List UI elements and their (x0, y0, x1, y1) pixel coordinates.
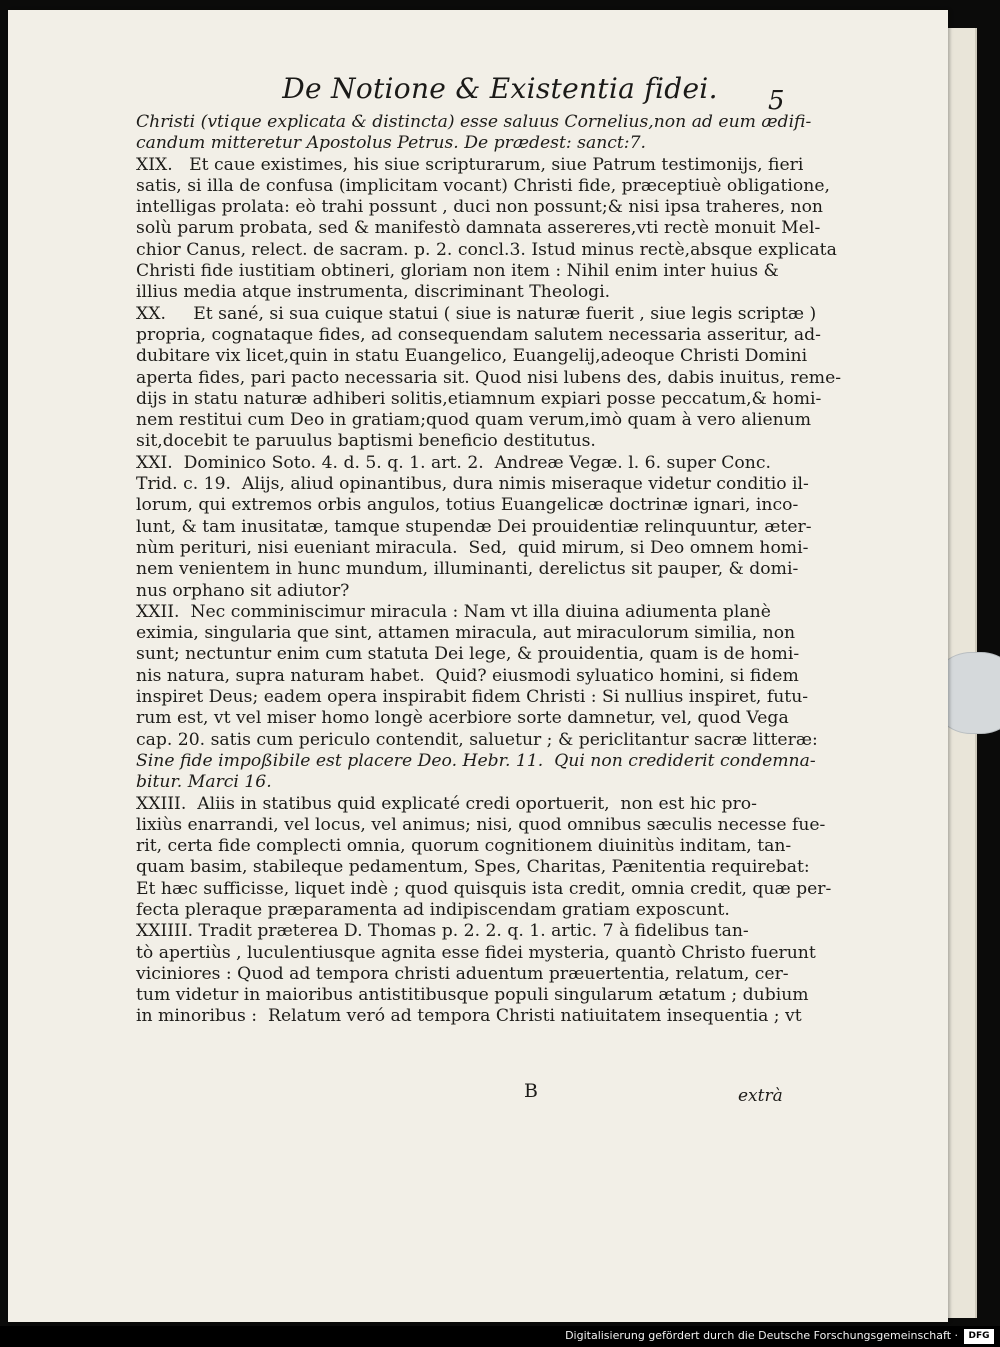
text-line: satis, si illa de confusa (implicitam vocant) Christi fide, præceptiuè obligatione, (136, 175, 830, 196)
text-line: XXIII. Aliis in statibus quid explicaté credi oportuerit, non est hic pro- (136, 793, 757, 814)
text-line: Sine fide impoßibile est placere Deo. Hebr. 11. Qui non crediderit condemna- (136, 750, 816, 771)
text-line: eximia, singularia que sint, attamen miracula, aut miraculorum similia, non (136, 623, 796, 644)
text-line: lixiùs enarrandi, vel locus, vel animus; nisi, quod omnibus sæculis necesse fue- (136, 814, 826, 835)
text-line: in minoribus : Relatum veró ad tempora Christi natiuitatem insequentia ; vt (136, 1006, 802, 1027)
text-line: rit, certa fide complecti omnia, quorum cognitionem diuinitùs inditam, tan- (136, 836, 792, 857)
page-number: 5 (768, 86, 785, 116)
text-line: nem venientem in hunc mundum, illuminanti, derelictus sit pauper, & domi- (136, 559, 799, 580)
text-line: sunt; nectuntur enim cum statuta Dei lege, & prouidentia, quam is de homi- (136, 644, 800, 665)
catchword: extrà (738, 1086, 783, 1106)
text-line: XXII. Nec comminiscimur miracula : Nam vt illa diuina adiumenta planè (136, 601, 771, 622)
text-line: Christi (vtique explicata & distincta) esse saluus Cornelius,non ad eum ædifi- (136, 112, 812, 132)
text-line: XXIIII. Tradit præterea D. Thomas p. 2. 2. q. 1. artic. 7 à fidelibus tan- (136, 921, 749, 942)
text-line: tò apertiùs , luculentiusque agnita esse fidei mysteria, quantò Christo fuerunt (136, 942, 816, 963)
text-line: XX. Et sané, si sua cuique statui ( siue is naturæ fuerit , siue legis scriptæ ) (136, 303, 817, 324)
text-line: nùm perituri, nisi eueniant miracula. Sed, quid mirum, si Deo omnem homi- (136, 537, 809, 558)
dfg-logo[interactable]: DFG (964, 1329, 994, 1344)
text-line: lunt, & tam inusitatæ, tamque stupendæ Dei prouidentiæ relinquuntur, æter- (136, 516, 812, 537)
text-line: Et hæc sufficisse, liquet indè ; quod quisquis ista credit, omnia credit, quæ per- (136, 878, 832, 899)
text-line: XXI. Dominico Soto. 4. d. 5. q. 1. art. 2. Andreæ Vegæ. l. 6. super Conc. (136, 452, 771, 473)
text-line: XIX. Et caue existimes, his siue scripturarum, siue Patrum testimonijs, fieri (136, 154, 804, 175)
body-text (136, 112, 842, 1028)
text-line: chior Canus, relect. de sacram. p. 2. concl.3. Istud minus rectè,absque explicata (136, 239, 837, 260)
signature-mark: B (524, 1080, 538, 1102)
text-line: nis natura, supra naturam habet. Quid? eiusmodi syluatico homini, si fidem (136, 665, 799, 686)
text-line: nem restitui cum Deo in gratiam;quod quam verum,imò quam à vero alienum (136, 410, 812, 431)
text-line: cap. 20. satis cum periculo contendit, saluetur ; & periclitantur sacræ litteræ: (136, 729, 818, 750)
text-line: dubitare vix licet,quin in statu Euangelico, Euangelij,adeoque Christi Domini (136, 346, 808, 367)
text-line: illius media atque instrumenta, discriminant Theologi. (136, 282, 611, 303)
footer-credit: Digitalisierung gefördert durch die Deutsche Forschungsgemeinschaft · (565, 1329, 958, 1342)
digitization-footer (0, 1326, 1000, 1347)
text-line: nus orphano sit adiutor? (136, 580, 350, 601)
text-line: fecta pleraque præparamenta ad indipiscendam gratiam exposcunt. (136, 899, 730, 920)
text-line: propria, cognataque fides, ad consequendam salutem necessaria asseritur, ad- (136, 324, 821, 345)
text-line: viciniores : Quod ad tempora christi aduentum præuertentia, relatum, cer- (136, 963, 789, 984)
text-line: Christi fide iustitiam obtineri, gloriam non item : Nihil enim inter huius & (136, 261, 779, 282)
text-line: solù parum probata, sed & manifestò damnata assereres,vti rectè monuit Mel- (136, 218, 821, 239)
text-line: tum videtur in maioribus antistitibusque populi singularum ætatum ; dubium (136, 985, 809, 1006)
text-line: candum mitteretur Apostolus Petrus. De prædest: sanct:7. (136, 133, 646, 154)
text-line: inspiret Deus; eadem opera inspirabit fidem Christi : Si nullius inspiret, futu- (136, 687, 809, 708)
text-line: intelligas prolata: eò trahi possunt , duci non possunt;& nisi ipsa traheres, non (136, 197, 824, 218)
running-header: De Notione & Existentia fidei. (282, 72, 718, 105)
text-line: bitur. Marci 16. (136, 772, 272, 793)
text-line: aperta fides, pari pacto necessaria sit. Quod nisi lubens des, dabis inuitus, reme- (136, 367, 842, 388)
text-line: lorum, qui extremos orbis angulos, totius Euangelicæ doctrinæ ignari, inco- (136, 495, 799, 516)
text-line: sit,docebit te paruulus baptismi beneficio destitutus. (136, 431, 596, 452)
text-line: Trid. c. 19. Alijs, aliud opinantibus, dura nimis miseraque videtur conditio il- (136, 474, 809, 495)
text-line: rum est, vt vel miser homo longè acerbiore sorte damnetur, vel, quod Vega (136, 708, 789, 729)
text-line: quam basim, stabileque pedamentum, Spes, Charitas, Pænitentia requirebat: (136, 857, 810, 878)
text-line: dijs in statu naturæ adhiberi solitis,etiamnum expiari posse peccatum,& homi- (136, 388, 822, 409)
